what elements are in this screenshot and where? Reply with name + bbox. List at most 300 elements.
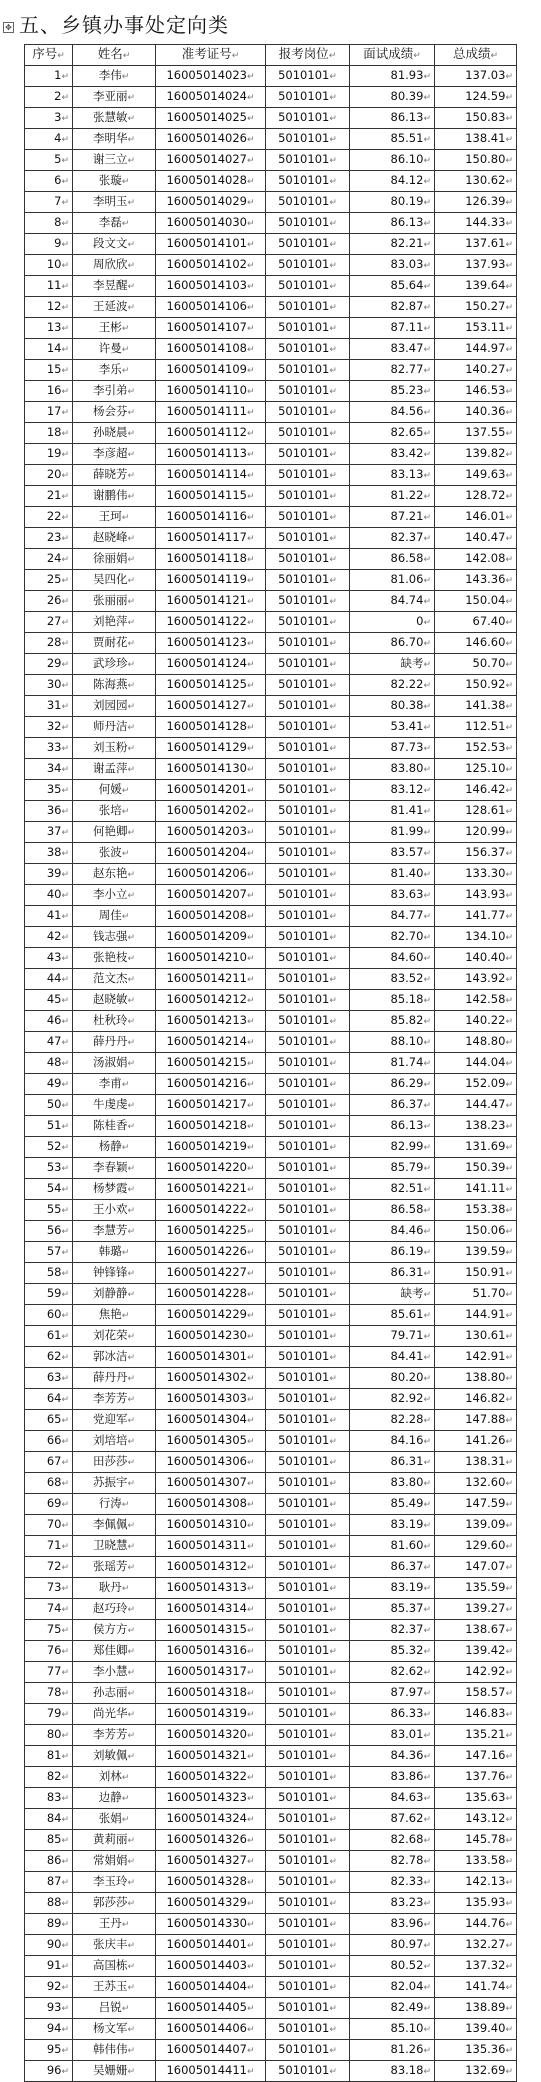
cell-name: 张璇↵ bbox=[73, 171, 156, 192]
cell-seq: 3↵ bbox=[25, 108, 73, 129]
cell-post: 5010101↵ bbox=[266, 339, 350, 360]
table-row bbox=[25, 759, 517, 780]
cell-post: 5010101↵ bbox=[266, 1851, 350, 1872]
cell-post: 5010101↵ bbox=[266, 87, 350, 108]
cell-seq: 71↵ bbox=[25, 1536, 73, 1557]
cell-seq: 59↵ bbox=[25, 1284, 73, 1305]
cell-name: 薛丹丹↵ bbox=[73, 1032, 156, 1053]
table-row bbox=[25, 1326, 517, 1347]
cell-total: 143.92↵ bbox=[435, 969, 517, 990]
cell-name: 孙志丽↵ bbox=[73, 1683, 156, 1704]
table-row bbox=[25, 717, 517, 738]
cell-name: 王珂↵ bbox=[73, 507, 156, 528]
cell-interview: 86.70↵ bbox=[350, 633, 435, 654]
table-row bbox=[25, 633, 517, 654]
cell-interview: 82.65↵ bbox=[350, 423, 435, 444]
cell-name: 李磊↵ bbox=[73, 213, 156, 234]
cell-ticket: 16005014115↵ bbox=[156, 486, 266, 507]
cell-seq: 73↵ bbox=[25, 1578, 73, 1599]
cell-name: 王丹↵ bbox=[73, 1914, 156, 1935]
cell-interview: 83.52↵ bbox=[350, 969, 435, 990]
cell-ticket: 16005014214↵ bbox=[156, 1032, 266, 1053]
cell-post: 5010101↵ bbox=[266, 318, 350, 339]
cell-interview: 86.13↵ bbox=[350, 213, 435, 234]
table-row bbox=[25, 1557, 517, 1578]
table-row bbox=[25, 1536, 517, 1557]
cell-ticket: 16005014230↵ bbox=[156, 1326, 266, 1347]
cell-seq: 91↵ bbox=[25, 1956, 73, 1977]
table-row bbox=[25, 1641, 517, 1662]
table-row bbox=[25, 654, 517, 675]
cell-name: 李甫↵ bbox=[73, 1074, 156, 1095]
cell-name: 刘花荣↵ bbox=[73, 1326, 156, 1347]
cell-seq: 29↵ bbox=[25, 654, 73, 675]
cell-interview: 82.78↵ bbox=[350, 1851, 435, 1872]
cell-post: 5010101↵ bbox=[266, 1956, 350, 1977]
cell-total: 130.61↵ bbox=[435, 1326, 517, 1347]
cell-total: 146.83↵ bbox=[435, 1704, 517, 1725]
cell-total: 150.06↵ bbox=[435, 1221, 517, 1242]
table-row bbox=[25, 528, 517, 549]
cell-name: 赵东艳↵ bbox=[73, 864, 156, 885]
cell-name: 李亚丽↵ bbox=[73, 87, 156, 108]
cell-total: 153.11↵ bbox=[435, 318, 517, 339]
cell-total: 144.76↵ bbox=[435, 1914, 517, 1935]
table-row bbox=[25, 1788, 517, 1809]
cell-name: 张庆丰↵ bbox=[73, 1935, 156, 1956]
cell-interview: 53.41↵ bbox=[350, 717, 435, 738]
cell-post: 5010101↵ bbox=[266, 1032, 350, 1053]
cell-name: 刘静静↵ bbox=[73, 1284, 156, 1305]
cell-interview: 83.12↵ bbox=[350, 780, 435, 801]
cell-total: 51.70↵ bbox=[435, 1284, 517, 1305]
cell-ticket: 16005014029↵ bbox=[156, 192, 266, 213]
cell-ticket: 16005014304↵ bbox=[156, 1410, 266, 1431]
cell-total: 152.53↵ bbox=[435, 738, 517, 759]
cell-post: 5010101↵ bbox=[266, 66, 350, 87]
cell-interview: 82.04↵ bbox=[350, 1977, 435, 1998]
cell-name: 高国栋↵ bbox=[73, 1956, 156, 1977]
cell-interview: 82.51↵ bbox=[350, 1179, 435, 1200]
cell-post: 5010101↵ bbox=[266, 1431, 350, 1452]
cell-name: 李乐↵ bbox=[73, 360, 156, 381]
cell-interview: 85.64↵ bbox=[350, 276, 435, 297]
cell-interview: 86.13↵ bbox=[350, 1116, 435, 1137]
cell-seq: 86↵ bbox=[25, 1851, 73, 1872]
cell-name: 张慧敏↵ bbox=[73, 108, 156, 129]
cell-post: 5010101↵ bbox=[266, 1368, 350, 1389]
cell-seq: 63↵ bbox=[25, 1368, 73, 1389]
cell-ticket: 16005014215↵ bbox=[156, 1053, 266, 1074]
cell-total: 140.22↵ bbox=[435, 1011, 517, 1032]
cell-interview: 85.18↵ bbox=[350, 990, 435, 1011]
cell-total: 134.10↵ bbox=[435, 927, 517, 948]
table-row bbox=[25, 969, 517, 990]
table-row bbox=[25, 1515, 517, 1536]
cell-interview: 82.21↵ bbox=[350, 234, 435, 255]
cell-ticket: 16005014315↵ bbox=[156, 1620, 266, 1641]
cell-name: 杨会芬↵ bbox=[73, 402, 156, 423]
cell-ticket: 16005014125↵ bbox=[156, 675, 266, 696]
cell-interview: 81.06↵ bbox=[350, 570, 435, 591]
cell-total: 146.01↵ bbox=[435, 507, 517, 528]
cell-interview: 82.49↵ bbox=[350, 1998, 435, 2019]
cell-post: 5010101↵ bbox=[266, 591, 350, 612]
cell-seq: 2↵ bbox=[25, 87, 73, 108]
cell-interview: 84.56↵ bbox=[350, 402, 435, 423]
cell-interview: 82.77↵ bbox=[350, 360, 435, 381]
table-row bbox=[25, 66, 517, 87]
cell-ticket: 16005014023↵ bbox=[156, 66, 266, 87]
cell-interview: 83.86↵ bbox=[350, 1767, 435, 1788]
cell-name: 张瑶芳↵ bbox=[73, 1557, 156, 1578]
table-row bbox=[25, 1620, 517, 1641]
cell-total: 139.59↵ bbox=[435, 1242, 517, 1263]
table-row bbox=[25, 1410, 517, 1431]
cell-post: 5010101↵ bbox=[266, 1053, 350, 1074]
cell-post: 5010101↵ bbox=[266, 675, 350, 696]
cell-interview: 85.10↵ bbox=[350, 2019, 435, 2040]
cell-ticket: 16005014213↵ bbox=[156, 1011, 266, 1032]
table-row bbox=[25, 1095, 517, 1116]
cell-post: 5010101↵ bbox=[266, 528, 350, 549]
cell-total: 140.47↵ bbox=[435, 528, 517, 549]
table-row bbox=[25, 297, 517, 318]
cell-post: 5010101↵ bbox=[266, 1914, 350, 1935]
cell-post: 5010101↵ bbox=[266, 1095, 350, 1116]
cell-name: 杨静↵ bbox=[73, 1137, 156, 1158]
cell-seq: 60↵ bbox=[25, 1305, 73, 1326]
cell-name: 周欣欣↵ bbox=[73, 255, 156, 276]
cell-total: 138.89↵ bbox=[435, 1998, 517, 2019]
cell-post: 5010101↵ bbox=[266, 990, 350, 1011]
cell-post: 5010101↵ bbox=[266, 1284, 350, 1305]
cell-name: 李明玉↵ bbox=[73, 192, 156, 213]
cell-ticket: 16005014107↵ bbox=[156, 318, 266, 339]
cell-post: 5010101↵ bbox=[266, 1746, 350, 1767]
cell-ticket: 16005014314↵ bbox=[156, 1599, 266, 1620]
cell-ticket: 16005014310↵ bbox=[156, 1515, 266, 1536]
cell-total: 139.82↵ bbox=[435, 444, 517, 465]
cell-post: 5010101↵ bbox=[266, 1116, 350, 1137]
table-row bbox=[25, 1074, 517, 1095]
table-row bbox=[25, 1368, 517, 1389]
cell-ticket: 16005014222↵ bbox=[156, 1200, 266, 1221]
cell-name: 王小欢↵ bbox=[73, 1200, 156, 1221]
cell-post: 5010101↵ bbox=[266, 1494, 350, 1515]
table-row bbox=[25, 402, 517, 423]
cell-seq: 72↵ bbox=[25, 1557, 73, 1578]
cell-interview: 83.03↵ bbox=[350, 255, 435, 276]
table-row bbox=[25, 948, 517, 969]
cell-interview: 83.18↵ bbox=[350, 2061, 435, 2082]
cell-ticket: 16005014406↵ bbox=[156, 2019, 266, 2040]
cell-post: 5010101↵ bbox=[266, 1683, 350, 1704]
cell-seq: 32↵ bbox=[25, 717, 73, 738]
cell-seq: 77↵ bbox=[25, 1662, 73, 1683]
cell-post: 5010101↵ bbox=[266, 717, 350, 738]
cell-interview: 81.93↵ bbox=[350, 66, 435, 87]
cell-interview: 80.39↵ bbox=[350, 87, 435, 108]
cell-ticket: 16005014116↵ bbox=[156, 507, 266, 528]
cell-interview: 85.23↵ bbox=[350, 381, 435, 402]
cell-seq: 35↵ bbox=[25, 780, 73, 801]
cell-total: 139.42↵ bbox=[435, 1641, 517, 1662]
cell-name: 何艳卿↵ bbox=[73, 822, 156, 843]
cell-interview: 87.11↵ bbox=[350, 318, 435, 339]
cell-total: 141.38↵ bbox=[435, 696, 517, 717]
cell-seq: 15↵ bbox=[25, 360, 73, 381]
cell-total: 50.70↵ bbox=[435, 654, 517, 675]
cell-interview: 86.10↵ bbox=[350, 150, 435, 171]
cell-total: 133.30↵ bbox=[435, 864, 517, 885]
cell-interview: 84.12↵ bbox=[350, 171, 435, 192]
cell-total: 147.07↵ bbox=[435, 1557, 517, 1578]
table-row bbox=[25, 738, 517, 759]
cell-post: 5010101↵ bbox=[266, 1158, 350, 1179]
cell-seq: 37↵ bbox=[25, 822, 73, 843]
cell-post: 5010101↵ bbox=[266, 2019, 350, 2040]
cell-interview: 81.74↵ bbox=[350, 1053, 435, 1074]
cell-total: 139.09↵ bbox=[435, 1515, 517, 1536]
cell-interview: 0↵ bbox=[350, 612, 435, 633]
cell-total: 138.31↵ bbox=[435, 1452, 517, 1473]
cell-interview: 83.96↵ bbox=[350, 1914, 435, 1935]
cell-ticket: 16005014229↵ bbox=[156, 1305, 266, 1326]
cell-seq: 80↵ bbox=[25, 1725, 73, 1746]
cell-ticket: 16005014211↵ bbox=[156, 969, 266, 990]
cell-name: 刘园园↵ bbox=[73, 696, 156, 717]
cell-name: 钟锋锋↵ bbox=[73, 1263, 156, 1284]
cell-total: 149.63↵ bbox=[435, 465, 517, 486]
cell-ticket: 16005014401↵ bbox=[156, 1935, 266, 1956]
cell-seq: 19↵ bbox=[25, 444, 73, 465]
table-row bbox=[25, 1284, 517, 1305]
cell-ticket: 16005014321↵ bbox=[156, 1746, 266, 1767]
cell-name: 常娟娟↵ bbox=[73, 1851, 156, 1872]
cell-total: 148.80↵ bbox=[435, 1032, 517, 1053]
cell-interview: 84.77↵ bbox=[350, 906, 435, 927]
table-row bbox=[25, 1221, 517, 1242]
cell-ticket: 16005014405↵ bbox=[156, 1998, 266, 2019]
cell-total: 139.64↵ bbox=[435, 276, 517, 297]
cell-seq: 20↵ bbox=[25, 465, 73, 486]
table-row bbox=[25, 843, 517, 864]
table-row bbox=[25, 1116, 517, 1137]
table-row bbox=[25, 444, 517, 465]
cell-seq: 12↵ bbox=[25, 297, 73, 318]
cell-ticket: 16005014403↵ bbox=[156, 1956, 266, 1977]
table-row bbox=[25, 1599, 517, 1620]
table-row bbox=[25, 1683, 517, 1704]
cell-total: 142.58↵ bbox=[435, 990, 517, 1011]
cell-name: 张波↵ bbox=[73, 843, 156, 864]
cell-total: 153.38↵ bbox=[435, 1200, 517, 1221]
cell-seq: 28↵ bbox=[25, 633, 73, 654]
cell-total: 124.59↵ bbox=[435, 87, 517, 108]
cell-post: 5010101↵ bbox=[266, 1410, 350, 1431]
cell-seq: 24↵ bbox=[25, 549, 73, 570]
table-row bbox=[25, 276, 517, 297]
cell-seq: 13↵ bbox=[25, 318, 73, 339]
cell-total: 143.12↵ bbox=[435, 1809, 517, 1830]
cell-post: 5010101↵ bbox=[266, 276, 350, 297]
cell-ticket: 16005014311↵ bbox=[156, 1536, 266, 1557]
cell-seq: 94↵ bbox=[25, 2019, 73, 2040]
cell-seq: 33↵ bbox=[25, 738, 73, 759]
cell-post: 5010101↵ bbox=[266, 864, 350, 885]
cell-seq: 54↵ bbox=[25, 1179, 73, 1200]
cell-total: 137.03↵ bbox=[435, 66, 517, 87]
cell-name: 李小慧↵ bbox=[73, 1662, 156, 1683]
cell-ticket: 16005014330↵ bbox=[156, 1914, 266, 1935]
cell-interview: 82.92↵ bbox=[350, 1389, 435, 1410]
cell-name: 焦艳↵ bbox=[73, 1305, 156, 1326]
cell-seq: 1↵ bbox=[25, 66, 73, 87]
table-row bbox=[25, 1893, 517, 1914]
cell-interview: 80.20↵ bbox=[350, 1368, 435, 1389]
cell-name: 张丽丽↵ bbox=[73, 591, 156, 612]
table-row bbox=[25, 1956, 517, 1977]
cell-total: 144.91↵ bbox=[435, 1305, 517, 1326]
cell-interview: 85.82↵ bbox=[350, 1011, 435, 1032]
cell-total: 137.76↵ bbox=[435, 1767, 517, 1788]
cell-ticket: 16005014109↵ bbox=[156, 360, 266, 381]
table-row bbox=[25, 696, 517, 717]
cell-ticket: 16005014112↵ bbox=[156, 423, 266, 444]
cell-ticket: 16005014306↵ bbox=[156, 1452, 266, 1473]
cell-seq: 62↵ bbox=[25, 1347, 73, 1368]
cell-post: 5010101↵ bbox=[266, 444, 350, 465]
cell-ticket: 16005014110↵ bbox=[156, 381, 266, 402]
cell-total: 142.08↵ bbox=[435, 549, 517, 570]
cell-post: 5010101↵ bbox=[266, 696, 350, 717]
cell-total: 132.69↵ bbox=[435, 2061, 517, 2082]
cell-total: 144.04↵ bbox=[435, 1053, 517, 1074]
cell-ticket: 16005014129↵ bbox=[156, 738, 266, 759]
cell-interview: 82.62↵ bbox=[350, 1662, 435, 1683]
cell-total: 144.47↵ bbox=[435, 1095, 517, 1116]
cell-seq: 66↵ bbox=[25, 1431, 73, 1452]
cell-ticket: 16005014305↵ bbox=[156, 1431, 266, 1452]
cell-total: 150.80↵ bbox=[435, 150, 517, 171]
cell-post: 5010101↵ bbox=[266, 1011, 350, 1032]
cell-interview: 86.31↵ bbox=[350, 1452, 435, 1473]
cell-name: 徐丽娟↵ bbox=[73, 549, 156, 570]
cell-seq: 6↵ bbox=[25, 171, 73, 192]
cell-seq: 78↵ bbox=[25, 1683, 73, 1704]
cell-interview: 82.70↵ bbox=[350, 927, 435, 948]
table-row bbox=[25, 780, 517, 801]
cell-seq: 75↵ bbox=[25, 1620, 73, 1641]
cell-ticket: 16005014106↵ bbox=[156, 297, 266, 318]
table-row bbox=[25, 1242, 517, 1263]
cell-interview: 84.16↵ bbox=[350, 1431, 435, 1452]
cell-post: 5010101↵ bbox=[266, 843, 350, 864]
cell-seq: 92↵ bbox=[25, 1977, 73, 1998]
cell-total: 132.27↵ bbox=[435, 1935, 517, 1956]
cell-name: 李昱醒↵ bbox=[73, 276, 156, 297]
cell-seq: 67↵ bbox=[25, 1452, 73, 1473]
cell-post: 5010101↵ bbox=[266, 1662, 350, 1683]
cell-name: 李小立↵ bbox=[73, 885, 156, 906]
cell-seq: 85↵ bbox=[25, 1830, 73, 1851]
cell-seq: 18↵ bbox=[25, 423, 73, 444]
cell-total: 133.58↵ bbox=[435, 1851, 517, 1872]
cell-post: 5010101↵ bbox=[266, 948, 350, 969]
cell-name: 吴四化↵ bbox=[73, 570, 156, 591]
cell-seq: 70↵ bbox=[25, 1515, 73, 1536]
cell-name: 李彦超↵ bbox=[73, 444, 156, 465]
cell-interview: 82.33↵ bbox=[350, 1872, 435, 1893]
cell-name: 郑佳卿↵ bbox=[73, 1641, 156, 1662]
cell-ticket: 16005014316↵ bbox=[156, 1641, 266, 1662]
cell-post: 5010101↵ bbox=[266, 1578, 350, 1599]
cell-interview: 86.29↵ bbox=[350, 1074, 435, 1095]
table-row bbox=[25, 1263, 517, 1284]
cell-seq: 22↵ bbox=[25, 507, 73, 528]
cell-post: 5010101↵ bbox=[266, 1767, 350, 1788]
cell-name: 韩伟伟↵ bbox=[73, 2040, 156, 2061]
cell-name: 刘敏佩↵ bbox=[73, 1746, 156, 1767]
cell-total: 137.93↵ bbox=[435, 255, 517, 276]
cell-total: 146.53↵ bbox=[435, 381, 517, 402]
cell-ticket: 16005014219↵ bbox=[156, 1137, 266, 1158]
cell-total: 126.39↵ bbox=[435, 192, 517, 213]
cell-name: 张培↵ bbox=[73, 801, 156, 822]
cell-post: 5010101↵ bbox=[266, 1725, 350, 1746]
cell-seq: 52↵ bbox=[25, 1137, 73, 1158]
cell-post: 5010101↵ bbox=[266, 1872, 350, 1893]
cell-seq: 31↵ bbox=[25, 696, 73, 717]
cell-post: 5010101↵ bbox=[266, 150, 350, 171]
cell-interview: 86.33↵ bbox=[350, 1704, 435, 1725]
header-interview: 面试成绩↵ bbox=[350, 45, 435, 66]
cell-name: 韩璐↵ bbox=[73, 1242, 156, 1263]
cell-interview: 84.46↵ bbox=[350, 1221, 435, 1242]
cell-total: 141.26↵ bbox=[435, 1431, 517, 1452]
header-seq: 序号↵ bbox=[25, 45, 73, 66]
cell-interview: 80.19↵ bbox=[350, 192, 435, 213]
cell-name: 吴姗姗↵ bbox=[73, 2061, 156, 2082]
cell-interview: 84.36↵ bbox=[350, 1746, 435, 1767]
cell-ticket: 16005014319↵ bbox=[156, 1704, 266, 1725]
cell-post: 5010101↵ bbox=[266, 570, 350, 591]
cell-name: 周佳↵ bbox=[73, 906, 156, 927]
cell-post: 5010101↵ bbox=[266, 780, 350, 801]
cell-ticket: 16005014024↵ bbox=[156, 87, 266, 108]
cell-total: 147.59↵ bbox=[435, 1494, 517, 1515]
table-row bbox=[25, 213, 517, 234]
cell-name: 薛晓芳↵ bbox=[73, 465, 156, 486]
cell-total: 112.51↵ bbox=[435, 717, 517, 738]
table-row bbox=[25, 465, 517, 486]
cell-interview: 82.87↵ bbox=[350, 297, 435, 318]
cell-ticket: 16005014327↵ bbox=[156, 1851, 266, 1872]
cell-interview: 缺考↵ bbox=[350, 654, 435, 675]
cell-ticket: 16005014227↵ bbox=[156, 1263, 266, 1284]
cell-ticket: 16005014028↵ bbox=[156, 171, 266, 192]
cell-post: 5010101↵ bbox=[266, 1347, 350, 1368]
table-row bbox=[25, 1914, 517, 1935]
cell-post: 5010101↵ bbox=[266, 969, 350, 990]
cell-post: 5010101↵ bbox=[266, 2061, 350, 2082]
cell-seq: 5↵ bbox=[25, 150, 73, 171]
cell-total: 150.83↵ bbox=[435, 108, 517, 129]
cell-post: 5010101↵ bbox=[266, 486, 350, 507]
table-row bbox=[25, 1053, 517, 1074]
cell-name: 武珍珍↵ bbox=[73, 654, 156, 675]
